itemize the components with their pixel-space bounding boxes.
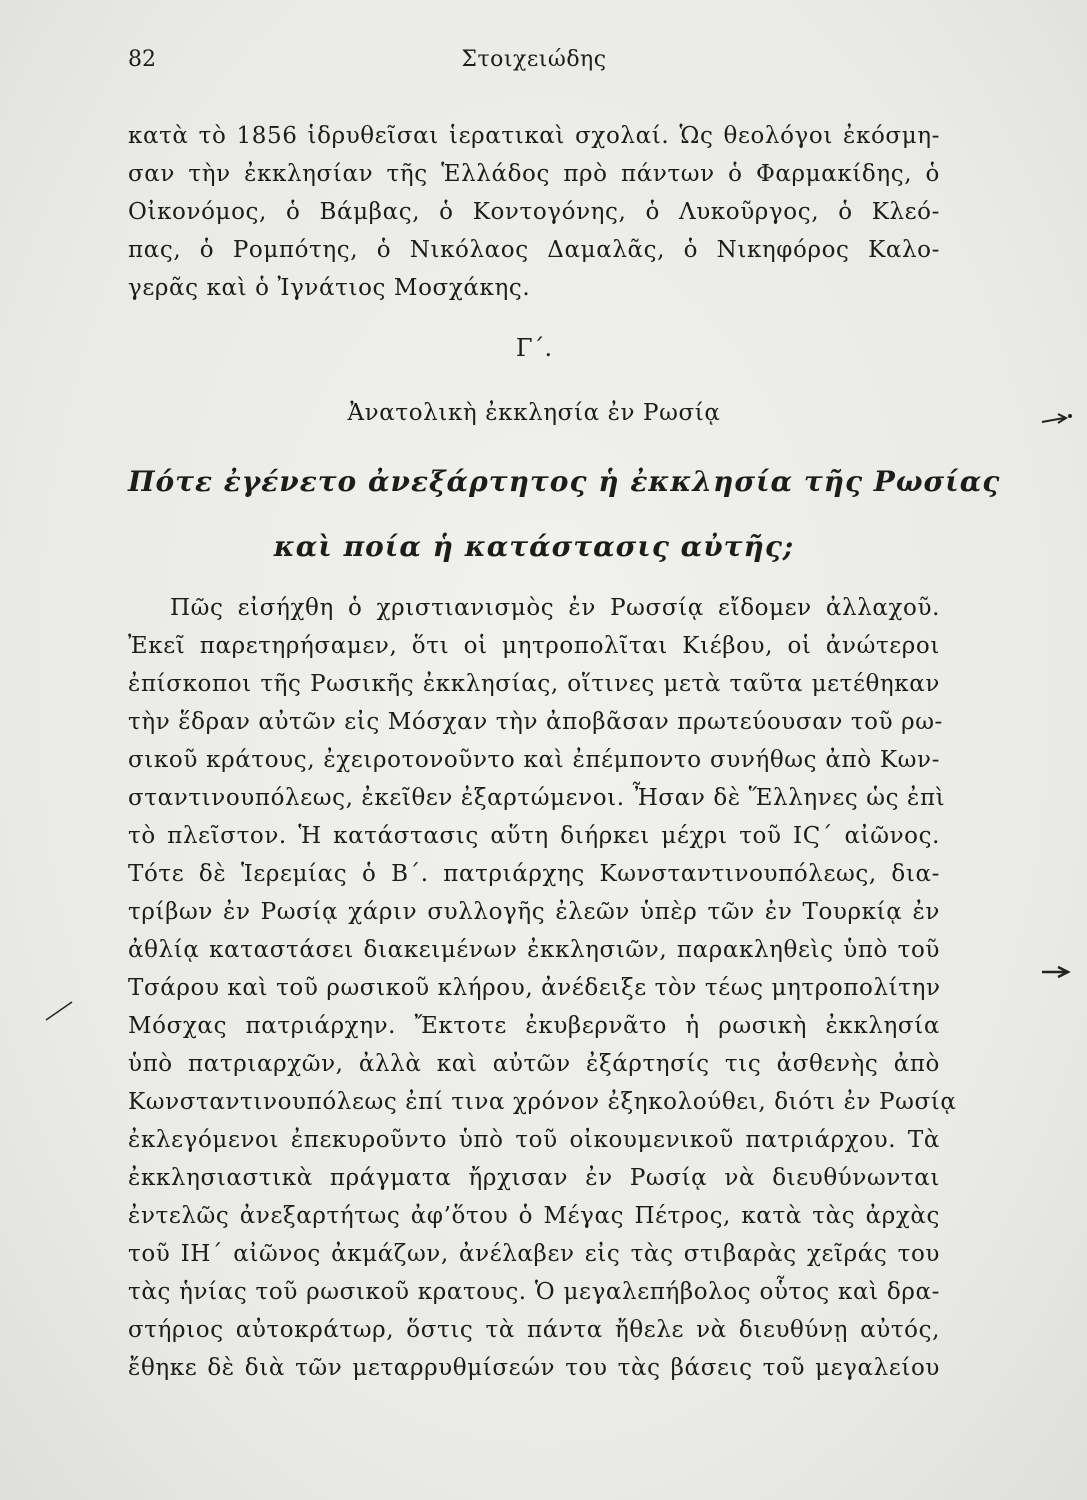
question-heading-line-1: Πότε ἐγένετο ἀνεξάρτητος ἡ ἐκκλησία τῆς Ρωσίας [128,465,1001,498]
text-line: Πῶς εἰσήχθη ὁ χριστιανισμὸς ἐν Ρωσσίᾳ εἴδομεν ἀλλαχοῦ. [170,595,940,621]
text-line: ἀθλίᾳ καταστάσει διακειμένων ἐκκλησιῶν, παρακληθεὶς ὑπὸ τοῦ [128,937,940,963]
margin-tick-mark [44,1000,76,1022]
section-letter: Γ΄. [515,334,553,362]
text-line: Μόσχας πατριάρχην. Ἔκτοτε ἐκυβερνᾶτο ἡ ρωσικὴ ἐκκλησία [128,1013,940,1039]
text-line: γερᾶς καὶ ὁ Ἰγνάτιος Μοσχάκης. [128,275,531,301]
text-line: ἐκκλησιαστικὰ πράγματα ἤρχισαν ἐν Ρωσίᾳ νὰ διευθύνωνται [128,1165,940,1191]
running-title: Στοιχειώδης [461,47,607,72]
section-title: Ἀνατολικὴ ἐκκλησία ἐν Ρωσίᾳ [347,400,721,426]
text-line: ἔθηκε δὲ διὰ τῶν μεταρρυθμίσεών του τὰς βάσεις τοῦ μεγαλείου [128,1355,940,1381]
text-line: Κωνσταντινουπόλεως ἐπί τινα χρόνον ἐξηκολούθει, διότι ἐν Ρωσίᾳ [128,1089,957,1115]
text-line: πας, ὁ Ρομπότης, ὁ Νικόλαος Δαμαλᾶς, ὁ Νικηφόρος Καλο- [128,237,940,263]
text-line: Τσάρου καὶ τοῦ ρωσικοῦ κλήρου, ἀνέδειξε τὸν τέως μητροπολίτην [128,975,941,1001]
text-line: τοῦ ΙΗ΄ αἰῶνος ἀκμάζων, ἀνέλαβεν εἰς τὰς στιβαρὰς χεῖράς του [128,1241,940,1267]
text-line: ἐπίσκοποι τῆς Ρωσικῆς ἐκκλησίας, οἵτινες μετὰ ταῦτα μετέθηκαν [128,671,940,697]
text-line: στήριος αὐτοκράτωρ, ὅστις τὰ πάντα ἤθελε νὰ διευθύνῃ αὐτός, [128,1317,940,1343]
text-line: σαν τὴν ἐκκλησίαν τῆς Ἑλλάδος πρὸ πάντων ὁ Φαρμακίδης, ὁ [128,161,940,187]
text-line: Ἐκεῖ παρετηρήσαμεν, ὅτι οἱ μητροπολῖται Κιέβου, οἱ ἀνώτεροι [128,633,940,659]
margin-arrow-mark [1040,410,1074,430]
text-line: σταντινουπόλεως, ἐκεῖθεν ἐξαρτώμενοι. Ἦσαν δὲ Ἕλληνες ὡς ἐπὶ [128,785,946,811]
text-line: κατὰ τὸ 1856 ἱδρυθεῖσαι ἱερατικαὶ σχολαί. Ὡς θεολόγοι ἐκόσμη- [128,123,940,149]
text-line: τὸ πλεῖστον. Ἡ κατάστασις αὕτη διήρκει μέχρι τοῦ ΙϚ΄ αἰῶνος. [128,823,940,849]
text-line: τὴν ἕδραν αὐτῶν εἰς Μόσχαν τὴν ἀποβᾶσαν πρωτεύουσαν τοῦ ρω- [128,709,943,735]
running-head [128,44,940,76]
text-line: σικοῦ κράτους, ἐχειροτονοῦντο καὶ ἐπέμποντο συνήθως ἀπὸ Κων- [128,747,940,773]
text-line: Οἰκονόμος, ὁ Βάμβας, ὁ Κοντογόνης, ὁ Λυκοῦργος, ὁ Κλεό- [128,199,940,225]
text-line: τρίβων ἐν Ρωσίᾳ χάριν συλλογῆς ἐλεῶν ὑπὲρ τῶν ἐν Τουρκίᾳ ἐν [128,899,940,925]
page-number: 82 [128,47,156,72]
text-line: ἐκλεγόμενοι ἐπεκυροῦντο ὑπὸ τοῦ οἰκουμενικοῦ πατριάρχου. Τὰ [128,1127,940,1153]
text-line: ὑπὸ πατριαρχῶν, ἀλλὰ καὶ αὐτῶν ἐξάρτησίς τις ἀσθενὴς ἀπὸ [128,1051,940,1077]
text-line: ἐντελῶς ἀνεξαρτήτως ἀφ’ὅτου ὁ Μέγας Πέτρος, κατὰ τὰς ἀρχὰς [128,1203,940,1229]
text-line: Τότε δὲ Ἱερεμίας ὁ Β΄. πατριάρχης Κωνσταντινουπόλεως, δια- [128,861,940,887]
margin-arrow-mark [1040,964,1072,980]
question-heading-line-2: καὶ ποία ἡ κατάστασις αὐτῆς; [273,530,795,563]
text-line: τὰς ἡνίας τοῦ ρωσικοῦ κρατους. Ὁ μεγαλεπήβολος οὗτος καὶ δρα- [128,1279,940,1305]
